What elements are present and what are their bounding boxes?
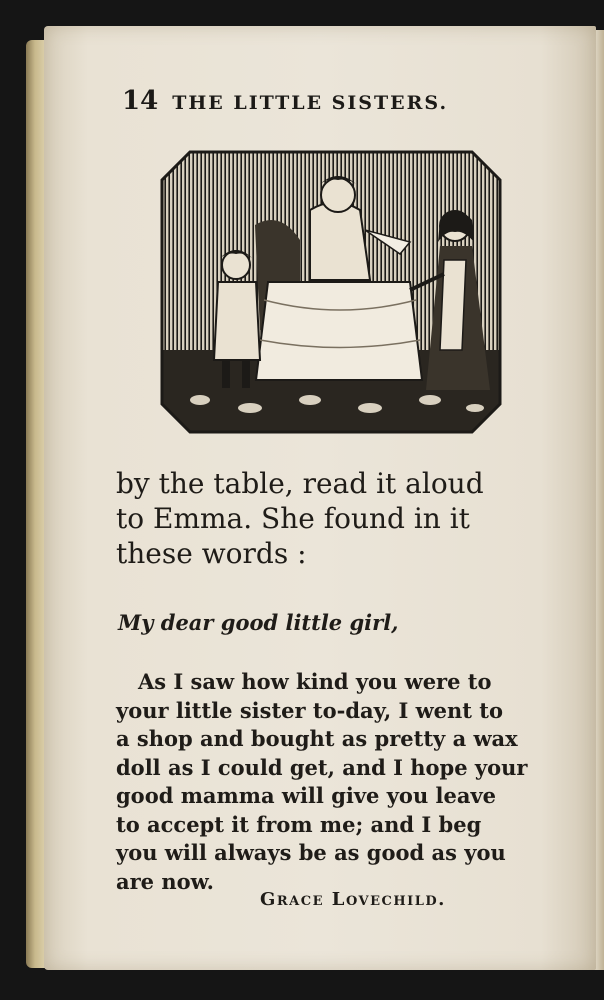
running-head [122, 86, 502, 118]
letter-line: doll as I could get, and I hope your [116, 754, 528, 780]
letter-line: you will always be as good as you [116, 840, 506, 865]
prose-line: by the table, read it aloud [116, 467, 484, 500]
letter-line: to accept it from me; and I beg [116, 811, 482, 837]
letter-line: your little sister to-day, I went to [116, 697, 504, 723]
letter-signature: Grace Lovechild. [260, 889, 446, 910]
prose-line: these words : [116, 537, 307, 570]
woodcut-illustration [160, 150, 502, 434]
letter-greeting: My dear good little girl, [118, 610, 399, 635]
prose-line: to Emma. She found in it [116, 502, 470, 535]
letter-body [116, 668, 538, 896]
letter-line: are now. [116, 868, 214, 894]
letter-line: good mamma will give you leave [116, 783, 497, 808]
prose-paragraph [116, 466, 538, 571]
letter-line: As I saw how kind you were to [138, 669, 492, 694]
page-number: 14 [122, 86, 159, 116]
letter-line: a shop and bought as pretty a wax [116, 726, 518, 751]
book-title: THE LITTLE SISTERS. [172, 92, 449, 114]
